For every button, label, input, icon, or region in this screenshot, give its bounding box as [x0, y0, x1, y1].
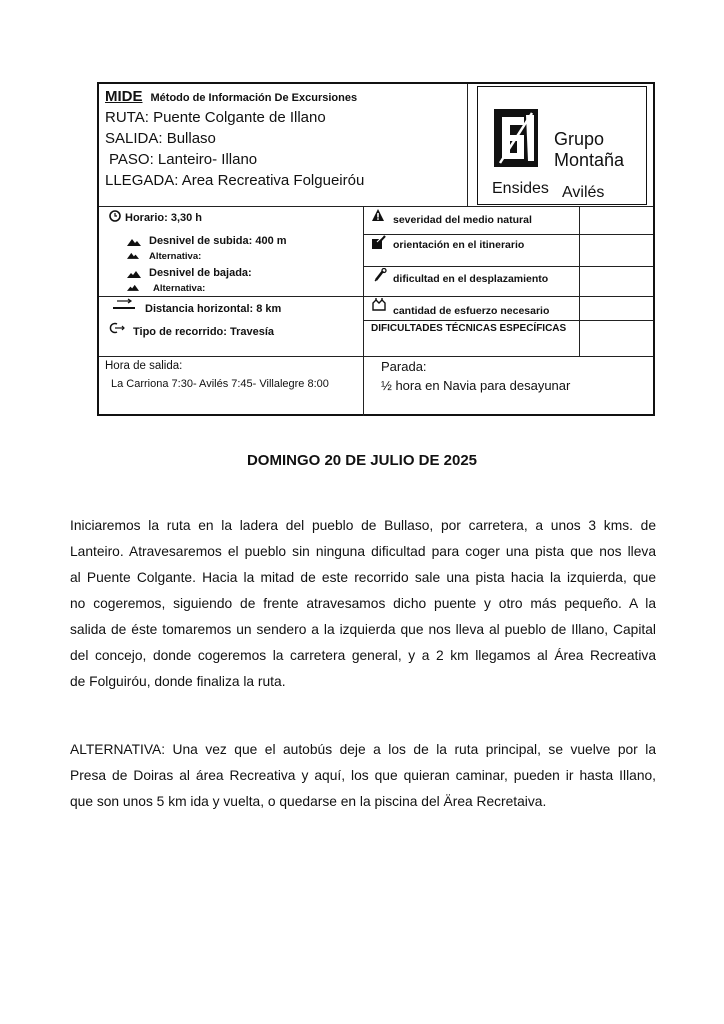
distance-icon — [113, 298, 135, 310]
alternativa-subida-text: Alternativa: — [149, 251, 202, 262]
ruta-value: : Puente Colgante de Illano — [144, 109, 326, 126]
logo-montana-text: Montaña — [554, 150, 625, 170]
orientation-icon — [371, 235, 387, 250]
paragraph-line: del concejo, donde cogeremos la carretera general, y a 2 km llegamos al Área Recreativa — [70, 648, 656, 663]
mide-subtitle: Método de Información De Excursiones — [150, 92, 358, 104]
event-date: DOMINGO 20 DE JULIO DE 2025 — [246, 452, 478, 469]
descent-alt-icon — [127, 284, 139, 291]
divider — [467, 84, 468, 206]
ascent-icon — [127, 238, 141, 246]
divider — [99, 206, 653, 207]
paso-value: Lanteiro- Illano — [153, 151, 258, 168]
hora-salida-label: Hora de salida: — [105, 360, 183, 372]
divider — [363, 320, 653, 321]
divider — [363, 206, 364, 416]
warning-icon — [371, 208, 385, 222]
boot-icon — [373, 268, 387, 282]
tipo-recorrido-text: Tipo de recorrido: Travesía — [133, 326, 275, 338]
paragraph-line: Iniciaremos la ruta en la ladera del pueblo de Bullaso, por carretera, a unos 3 kms. de — [70, 518, 656, 533]
divider — [579, 206, 580, 356]
logo-aviles-text: Avilés — [562, 184, 605, 201]
severidad-text: severidad del medio natural — [393, 214, 532, 226]
alternative-description — [70, 737, 656, 815]
paso-line — [109, 151, 257, 168]
ruta-label: RUTA — [105, 109, 145, 126]
salida-line — [105, 130, 216, 147]
alternativa-bajada-text: Alternativa: — [153, 283, 206, 294]
mide-title: MIDE — [105, 88, 143, 105]
divider — [363, 234, 653, 235]
paragraph-line: de Folguiróu, donde finaliza la ruta. — [70, 674, 286, 689]
logo-grupo-text: Grupo — [554, 129, 605, 149]
route-description — [70, 513, 656, 695]
grupo-montana-logo — [477, 86, 647, 205]
clock-icon — [109, 210, 121, 222]
paragraph-line: al Puente Colgante. Hacia la mitad de este recorrido sale una pista hacia la izquierda, que — [70, 570, 656, 585]
dificultad-text: dificultad en el desplazamiento — [393, 273, 549, 285]
distancia-text: Distancia horizontal: 8 km — [145, 303, 282, 315]
mide-heading — [105, 88, 357, 105]
paragraph-line: Presa de Doiras al área Recreativa y aquí, los que quieran caminar, pueden ir hasta Illano, — [70, 768, 656, 783]
parada-text: ½ hora en Navia para desayunar — [381, 378, 571, 393]
logo-mark-icon — [494, 109, 538, 167]
divider — [363, 266, 653, 267]
paso-label: PASO: — [109, 151, 154, 168]
effort-icon — [371, 297, 387, 311]
logo-ensides-text: Ensides — [492, 180, 549, 197]
salida-label: SALIDA — [105, 130, 159, 147]
desnivel-bajada-text: Desnivel de bajada: — [149, 267, 252, 279]
paragraph-line: salida de éste tomaremos un sendero a la izquierda que nos lleva al pueblo de Illano, Capital — [70, 622, 656, 637]
ascent-alt-icon — [127, 252, 139, 259]
llegada-label: LLEGADA — [105, 172, 175, 189]
mide-card — [97, 82, 655, 416]
descent-icon — [127, 270, 141, 278]
salida-value: : Bullaso — [158, 130, 216, 147]
paragraph-line: ALTERNATIVA: Una vez que el autobús deje a los de la ruta principal, se vuelve por la — [70, 742, 656, 757]
parada-label: Parada: — [381, 359, 427, 374]
orientacion-text: orientación en el itinerario — [393, 239, 525, 251]
paragraph-line: que son unos 5 km ida y vuelta, o quedarse en la piscina del Ärea Recretaiva. — [70, 794, 547, 809]
divider — [99, 356, 653, 357]
hora-salida-times: La Carriona 7:30- Avilés 7:45- Villalegre 8:00 — [111, 378, 329, 390]
llegada-value: : Area Recreativa Folgueiróu — [174, 172, 365, 189]
dificultades-tecnicas-text: DIFICULTADES TÉCNICAS ESPECÍFICAS — [371, 323, 567, 334]
desnivel-subida-text: Desnivel de subida: 400 m — [149, 235, 287, 247]
llegada-line — [105, 172, 364, 189]
route-type-icon — [109, 322, 125, 334]
ruta-line — [105, 109, 326, 126]
paragraph-line: no cogeremos, siguiendo de frente atravesamos dicho puente y otro más pequeño. A la — [70, 596, 656, 611]
horario-text: Horario: 3,30 h — [125, 212, 203, 224]
paragraph-line: Lanteiro. Atravesaremos el pueblo sin ninguna dificultad para coger una pista que nos lleva — [70, 544, 656, 559]
esfuerzo-text: cantidad de esfuerzo necesario — [393, 305, 550, 317]
